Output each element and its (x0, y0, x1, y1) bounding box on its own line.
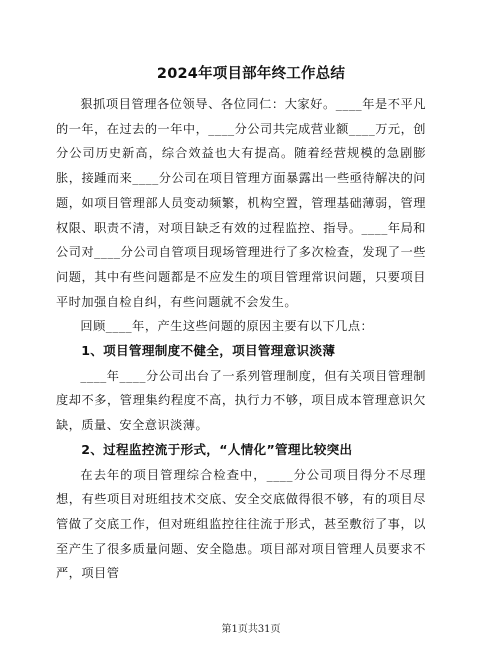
document-body (56, 92, 426, 586)
section-heading-1: 1、项目管理制度不健全，项目管理意识淡薄 (81, 343, 336, 359)
page-number: 第1页共31页 (221, 624, 281, 635)
section-text-1: ____年____分公司出台了一系列管理制度，但有关项目管理制度却不多，管理集约程度不高，执行力不够，项目成本管理意识欠缺，质量、安全意识淡薄。 (56, 368, 426, 433)
paragraph-intro: 狠抓项目管理各位领导、各位同仁：大家好。____年是不平凡的一年，在过去的一年中，____分公司共完成营业额____万元，创分公司历史新高，综合效益也大有提高。随着经营规模的急剧膨胀，接踵而来____分公司在项目管理方面暴露出一些亟待解决的问题，如项目管理部人员变动频繁，机构空置，管理基础薄弱，管理权限、职责不清，对项目缺乏有效的过程监控、指导。____年局和公司对____分公司自管项目现场管理进行了多次检查，发现了一些问题，其中有些问题都是不应发生的项目管理常识问题，只要项目平时加强自检自纠，有些问题就不会发生。 (56, 97, 426, 309)
section-text-2: 在去年的项目管理综合检查中，____分公司项目得分不尽理想，有些项目对班组技术交底、安全交底做得很不够，有的项目尽管做了交底工作，但对班组监控往往流于形式，甚至敷衍了事，以至产生了很多质量问题、安全隐患。项目部对项目管理人员要求不严，项目管 (56, 467, 426, 581)
paragraph-review: 回顾____年，产生这些问题的原因主要有以下几点： (80, 319, 374, 334)
section-heading-2: 2、过程监控流于形式，“人情化”管理比较突出 (81, 441, 353, 457)
document-title: 2024年项目部年终工作总结 (156, 66, 346, 82)
